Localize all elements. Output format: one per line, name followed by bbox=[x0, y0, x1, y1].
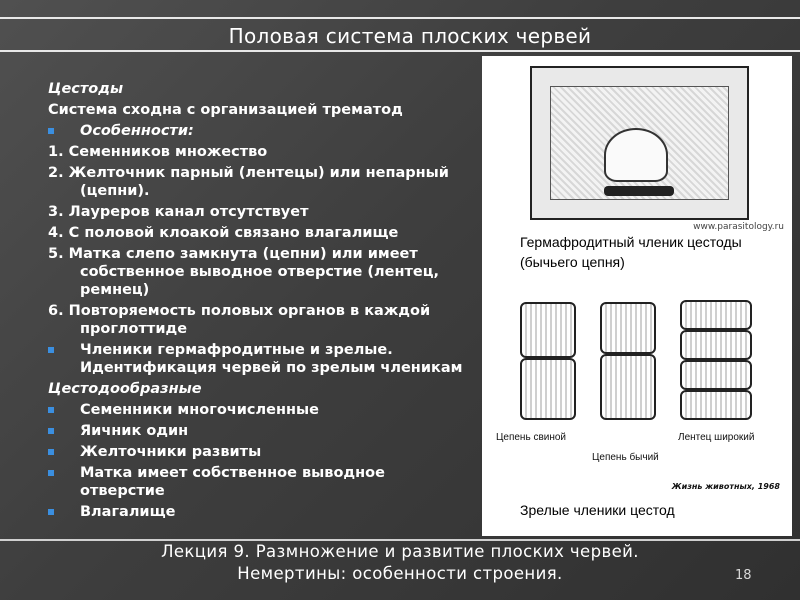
bullet-square-icon bbox=[48, 509, 54, 515]
bullet-square-icon bbox=[48, 128, 54, 134]
label-broad-tapeworm: Лентец широкий bbox=[678, 432, 755, 443]
segment bbox=[600, 302, 656, 354]
bullet-text: 3. Лауреров канал отсутствует bbox=[48, 204, 309, 220]
bullet-item bbox=[48, 245, 473, 299]
bullet-square-icon bbox=[48, 470, 54, 476]
figure-panel bbox=[482, 56, 792, 536]
bullet-text: Цестоды bbox=[48, 81, 124, 97]
segment bbox=[520, 358, 576, 420]
bullet-item bbox=[48, 422, 473, 440]
ovary-shape bbox=[604, 128, 668, 182]
bullet-item bbox=[48, 203, 473, 221]
bullet-text: Яичник один bbox=[80, 423, 189, 439]
bullet-square-icon bbox=[48, 449, 54, 455]
source-top: www.parasitology.ru bbox=[693, 222, 784, 232]
slide-footer: Лекция 9. Размножение и развитие плоских червей. Немертины: особенности строения. bbox=[161, 542, 639, 583]
bullet-text: 5. Матка слепо замкнута (цепни) или имеет собственное выводное отверстие (лентец, ремнец) bbox=[48, 246, 439, 298]
bullet-item bbox=[48, 101, 473, 119]
caption-top: Гермафродитный членик цестоды (бычьего цепня) bbox=[520, 234, 742, 270]
bullet-text: 4. С половой клоакой связано влагалище bbox=[48, 225, 399, 241]
section-heading bbox=[48, 380, 473, 398]
bullet-item bbox=[48, 464, 473, 500]
mature-segments-drawing bbox=[516, 292, 766, 422]
segment bbox=[520, 302, 576, 358]
segment bbox=[680, 330, 752, 360]
title-top-rule bbox=[0, 17, 800, 19]
bullet-square-icon bbox=[48, 428, 54, 434]
segment bbox=[680, 390, 752, 420]
bullet-text: 2. Желточник парный (лентецы) или непарный (цепни). bbox=[48, 165, 449, 199]
bullet-text: Особенности: bbox=[80, 123, 194, 139]
bullet-square-icon bbox=[48, 347, 54, 353]
bullet-text: Система сходна с организацией трематод bbox=[48, 102, 403, 118]
beef-tapeworm-segments bbox=[596, 292, 660, 422]
bullet-text: Членики гермафродитные и зрелые. Идентификация червей по зрелым членикам bbox=[80, 342, 463, 376]
bullet-text: Матка имеет собственное выводное отверстие bbox=[80, 465, 385, 499]
title-bottom-rule bbox=[0, 50, 800, 52]
broad-tapeworm-segments bbox=[676, 292, 756, 422]
bullet-item bbox=[48, 122, 473, 140]
bullet-item bbox=[48, 143, 473, 161]
label-beef-tapeworm: Цепень бычий bbox=[592, 452, 659, 463]
bullet-list bbox=[48, 80, 473, 524]
pork-tapeworm-segments bbox=[516, 292, 580, 422]
bullet-text: Влагалище bbox=[80, 504, 176, 520]
segment bbox=[680, 300, 752, 330]
bullet-item bbox=[48, 341, 473, 377]
hermaphrodite-segment-drawing bbox=[530, 66, 749, 220]
bullet-item bbox=[48, 164, 473, 200]
bullet-item bbox=[48, 443, 473, 461]
vitelline-gland-shape bbox=[604, 186, 674, 196]
segment bbox=[680, 360, 752, 390]
bullet-item bbox=[48, 302, 473, 338]
bullet-item bbox=[48, 224, 473, 242]
bullet-text: Желточники развиты bbox=[80, 444, 262, 460]
source-bottom: Жизнь животных, 1968 bbox=[671, 482, 780, 491]
label-pork-tapeworm: Цепень свиной bbox=[496, 432, 567, 443]
bullet-text: Семенники многочисленные bbox=[80, 402, 319, 418]
section-heading bbox=[48, 80, 473, 98]
title-band bbox=[0, 0, 800, 52]
slide-title: Половая система плоских червей bbox=[228, 24, 592, 48]
bullet-text: 6. Повторяемость половых органов в каждой проглоттиде bbox=[48, 303, 431, 337]
page-number: 18 bbox=[735, 568, 752, 583]
bullet-text: 1. Семенников множество bbox=[48, 144, 268, 160]
bullet-item bbox=[48, 401, 473, 419]
bullet-text: Цестодообразные bbox=[48, 381, 202, 397]
bullet-square-icon bbox=[48, 407, 54, 413]
segment bbox=[600, 354, 656, 420]
bullet-item bbox=[48, 503, 473, 521]
caption-bottom: Зрелые членики цестод bbox=[520, 502, 675, 518]
